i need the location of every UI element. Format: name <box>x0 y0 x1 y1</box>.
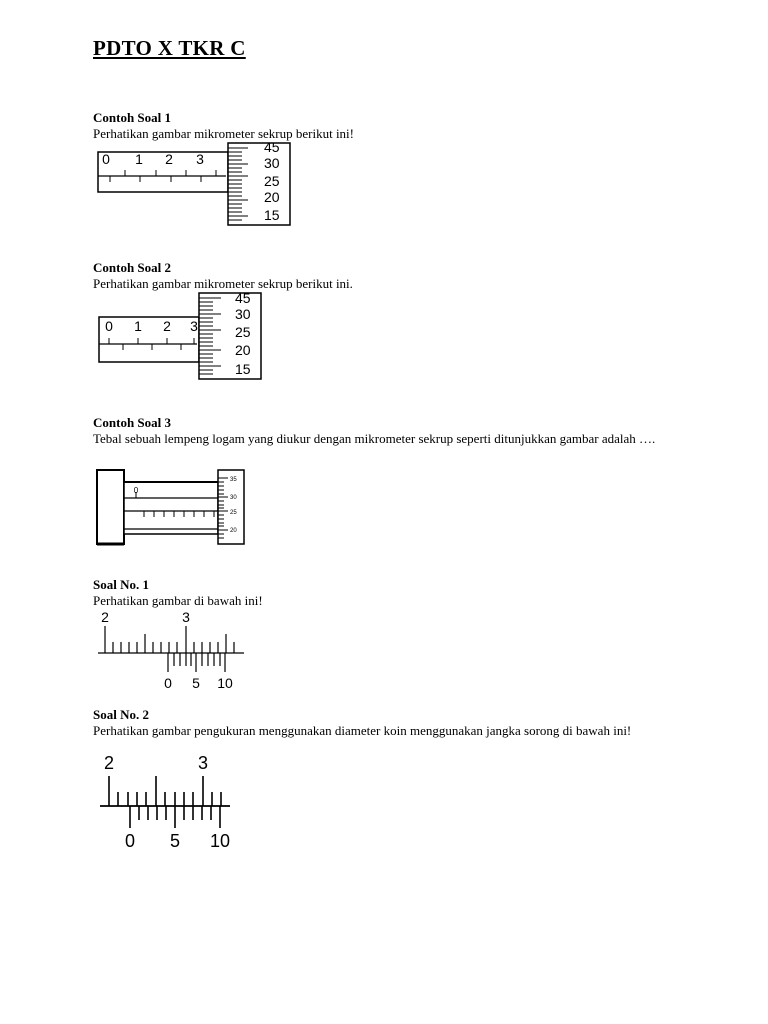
caliper-figure-2 <box>98 752 238 852</box>
vernier-scale-label: 10 <box>209 831 231 851</box>
section-text: Perhatikan gambar mikrometer sekrup berikut ini! <box>93 126 355 141</box>
page-title: PDTO X TKR C <box>93 36 246 60</box>
thimble-scale-label: 25 <box>230 510 237 516</box>
micrometer-figure-1 <box>96 139 296 227</box>
thimble-scale-label: 30 <box>235 306 251 322</box>
thimble-scale-label: 30 <box>264 155 280 171</box>
section-contoh-soal-3 <box>93 415 673 447</box>
thimble-scale-label: 15 <box>264 207 280 223</box>
micrometer-figure-3 <box>96 468 248 548</box>
micrometer-figure-2 <box>97 292 267 382</box>
main-scale-ticks <box>105 626 234 653</box>
caliper-figure-1 <box>96 608 246 692</box>
vernier-scale-label: 5 <box>169 831 181 851</box>
main-scale-label: 3 <box>190 318 198 334</box>
section-heading: Soal No. 1 <box>93 577 149 592</box>
thimble-scale-label: 20 <box>264 189 280 205</box>
thimble-scale-label: 45 <box>264 139 280 155</box>
thimble-scale-label: 20 <box>230 528 237 534</box>
main-scale-label: 2 <box>103 753 115 773</box>
sleeve <box>98 152 228 192</box>
vernier-scale-label: 0 <box>124 831 136 851</box>
thimble-scale-label: 15 <box>235 361 251 377</box>
main-scale-label: 1 <box>134 318 142 334</box>
vernier-scale-ticks <box>168 653 225 672</box>
thimble-scale-label: 30 <box>230 495 237 501</box>
section-text: Perhatikan gambar di bawah ini! <box>93 593 263 608</box>
vernier-scale-label: 10 <box>217 675 233 691</box>
vernier-scale-ticks <box>130 806 220 828</box>
section-heading: Contoh Soal 2 <box>93 260 172 275</box>
main-scale-label: 3 <box>197 753 209 773</box>
section-heading: Contoh Soal 1 <box>93 110 172 125</box>
main-scale-label: 3 <box>182 609 190 625</box>
main-scale-label: 0 <box>133 486 139 495</box>
thimble-scale-label: 20 <box>235 342 251 358</box>
section-soal-no-1 <box>93 577 673 609</box>
main-scale-label: 0 <box>105 318 113 334</box>
sleeve <box>99 317 199 362</box>
main-scale-label: 1 <box>135 151 143 167</box>
section-contoh-soal-2 <box>93 260 673 292</box>
section-text: Perhatikan gambar mikrometer sekrup berikut ini. <box>93 276 353 291</box>
thimble-scale-label: 25 <box>235 324 251 340</box>
main-scale-ticks <box>109 776 221 806</box>
section-heading: Soal No. 2 <box>93 707 149 722</box>
vernier-scale-label: 5 <box>192 675 200 691</box>
thimble-scale-label: 45 <box>235 290 251 306</box>
main-scale-label: 2 <box>101 609 109 625</box>
main-scale-label: 2 <box>165 151 173 167</box>
main-scale-label: 3 <box>196 151 204 167</box>
vernier-scale-label: 0 <box>164 675 172 691</box>
main-scale-label: 2 <box>163 318 171 334</box>
section-text: Tebal sebuah lempeng logam yang diukur dengan mikrometer sekrup seperti ditunjukkan gambar adalah …. <box>93 431 656 446</box>
thimble-scale-label: 25 <box>264 173 280 189</box>
main-scale-label: 0 <box>102 151 110 167</box>
section-heading: Contoh Soal 3 <box>93 415 172 430</box>
thimble-scale-label: 35 <box>230 477 237 483</box>
anvil-frame <box>97 470 124 544</box>
section-soal-no-2 <box>93 707 673 739</box>
section-text: Perhatikan gambar pengukuran menggunakan diameter koin menggunakan jangka sorong di bawah ini! <box>93 723 632 738</box>
section-contoh-soal-1 <box>93 110 673 142</box>
